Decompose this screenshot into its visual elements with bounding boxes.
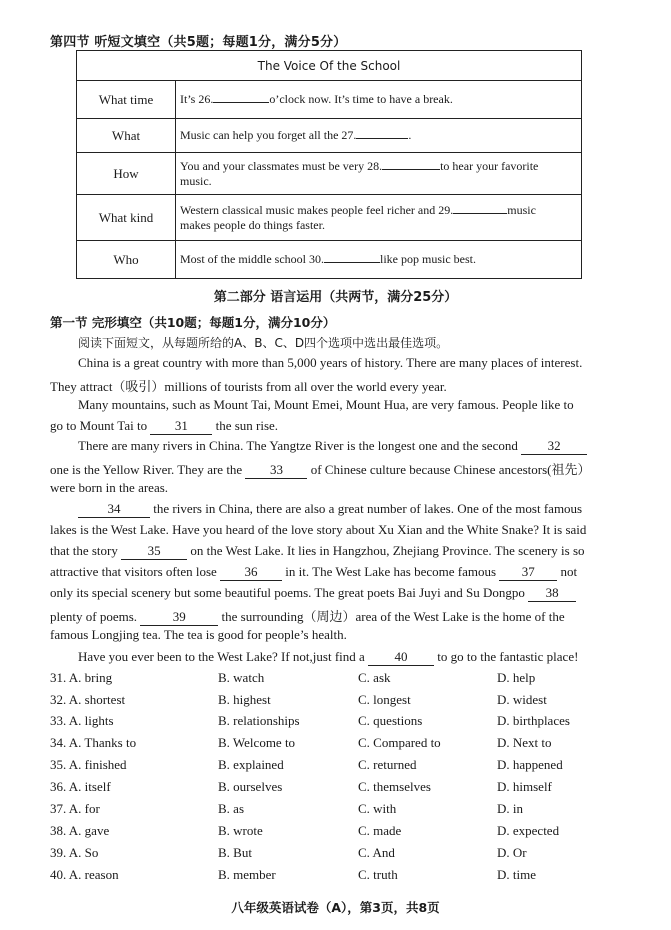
blank-38: 38 [528,585,576,602]
blank-36: 36 [220,564,282,581]
option-b: B. relationships [218,713,300,728]
option-c: C. returned [358,757,417,772]
passage-line: plenty of poems. 39 the surrounding（周边）area of the West Lake is the home of the [50,609,565,624]
row-value: It’s 26. o’clock now. It’s time to have a break. [176,81,582,119]
blank-39: 39 [140,609,218,626]
instruction: 阅读下面短文，从每题所给的A、B、C、D四个选项中选出最佳选项。 [78,336,449,350]
passage-line: There are many rivers in China. The Yangtze River is the longest one and the second 32 [78,438,638,455]
option-d: D. Or [497,845,527,860]
option-d: D. expected [497,823,560,838]
option-d: D. time [497,867,536,882]
option-a: 40. A. reason [50,867,119,882]
passage-line: Many mountains, such as Mount Tai, Mount Emei, Mount Hua, are very famous. People like to [78,397,574,412]
section1-title: 第一节 完形填空（共10题；每题1分，满分10分） [50,315,336,330]
passage-line: only its special scenery but some beautiful poems. The great poets Bai Juyi and Su Dongpo 38 [50,585,610,602]
option-c: C. with [358,801,397,816]
option-d: D. widest [497,692,547,707]
option-b: B. ourselves [218,779,283,794]
option-c: C. questions [358,713,423,728]
passage-line: They attract（吸引）millions of tourists from all over the world every year. [50,379,447,394]
passage-line: China is a great country with more than 5,000 years of history. There are many places of interest. [78,355,583,370]
option-d: D. himself [497,779,552,794]
option-b: B. member [218,867,276,882]
option-c: C. ask [358,670,391,685]
option-b: B. watch [218,670,265,685]
passage-line: go to Mount Tai to 31 the sun rise. [50,418,279,433]
row-key: What kind [77,195,176,241]
row-key: What [77,119,176,153]
option-b: B. But [218,845,252,860]
passage-line: Have you ever been to the West Lake? If not,just find a 40 to go to the fantastic place! [78,649,579,664]
blank-40: 40 [368,649,434,666]
option-d: D. in [497,801,523,816]
option-d: D. birthplaces [497,713,570,728]
option-a: 31. A. bring [50,670,113,685]
option-a: 37. A. for [50,801,100,816]
table-title: The Voice Of the School [77,51,582,81]
option-a: 36. A. itself [50,779,111,794]
passage-line: one is the Yellow River. They are the 33 of Chinese culture because Chinese ancestors(祖先） [50,462,591,477]
blank-35: 35 [121,543,187,560]
blank-34: 34 [78,501,150,518]
row-key: How [77,153,176,195]
page-footer: 八年级英语试卷（A），第3页，共8页 [231,900,440,915]
row-key: Who [77,241,176,279]
option-a: 33. A. lights [50,713,114,728]
option-c: C. longest [358,692,411,707]
option-d: D. happened [497,757,563,772]
option-d: D. help [497,670,536,685]
option-a: 35. A. finished [50,757,127,772]
option-c: C. Compared to [358,735,441,750]
option-b: B. as [218,801,244,816]
option-c: C. And [358,845,395,860]
passage-line: attractive that visitors often lose 36 in it. The West Lake has become famous 37 not [50,564,578,579]
option-b: B. explained [218,757,284,772]
part2-title: 第二部分 语言运用（共两节，满分25分） [213,290,458,305]
option-a: 34. A. Thanks to [50,735,137,750]
passage-line: that the story 35 on the West Lake. It lies in Hangzhou, Zhejiang Province. The scenery is so [50,543,585,558]
option-a: 32. A. shortest [50,692,126,707]
passage-line: were born in the areas. [50,480,169,495]
option-d: D. Next to [497,735,552,750]
option-b: B. highest [218,692,271,707]
row-value: You and your classmates must be very 28. to hear your favorite music. [176,153,582,195]
row-key: What time [77,81,176,119]
section4-title: 第四节 听短文填空（共5题；每题1分，满分5分） [50,35,347,50]
option-a: 38. A. gave [50,823,110,838]
passage-line: famous Longjing tea. The tea is good for people’s health. [50,627,347,642]
row-value: Most of the middle school 30. like pop music best. [176,241,582,279]
voice-table [76,50,582,279]
blank-32: 32 [521,438,587,455]
option-c: C. made [358,823,402,838]
passage-line: 34 the rivers in China, there are also a great number of lakes. One of the most famous [78,501,638,518]
blank-37: 37 [499,564,557,581]
option-a: 39. A. So [50,845,99,860]
row-value: Music can help you forget all the 27. . [176,119,582,153]
blank-33: 33 [245,462,307,479]
option-b: B. Welcome to [218,735,296,750]
option-b: B. wrote [218,823,263,838]
row-value: Western classical music makes people feel richer and 29. music makes people do things faster. [176,195,582,241]
blank-31: 31 [150,418,212,435]
option-c: C. themselves [358,779,431,794]
passage-line: lakes is the West Lake. Have you heard of the love story about Xu Xian and the White Snake? It is said [50,522,587,537]
option-c: C. truth [358,867,398,882]
